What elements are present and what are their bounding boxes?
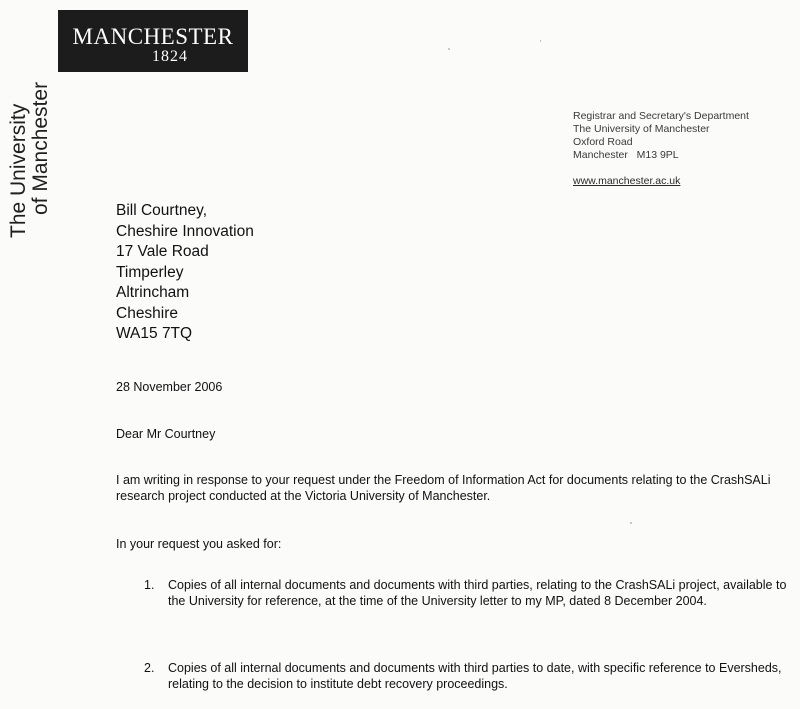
vertical-university-name xyxy=(8,38,58,238)
list-item-number: 2. xyxy=(144,661,155,675)
intro-paragraph: I am writing in response to your request under the Freedom of Information Act for documents relating to the CrashSALi research project conducted at the Victoria University of Manchester. xyxy=(116,473,771,503)
scan-speck xyxy=(630,522,632,524)
sender-line: Oxford Road xyxy=(573,136,633,148)
scan-speck xyxy=(448,48,450,50)
list-item-text: Copies of all internal documents and documents with third parties to date, with specific reference to Eversheds, relating to the decision to institute debt recovery proceedings. xyxy=(168,661,782,691)
sender-line: Registrar and Secretary's Department xyxy=(573,110,749,122)
university-logo xyxy=(58,10,248,72)
list-item xyxy=(144,661,794,692)
logo-name: MANCHESTER xyxy=(72,24,234,49)
recipient-address xyxy=(116,201,254,345)
recipient-line: Timperley xyxy=(116,263,184,281)
recipient-line: Altrincham xyxy=(116,284,190,301)
letter-date: 28 November 2006 xyxy=(116,380,223,394)
recipient-line: WA15 7TQ xyxy=(116,325,193,342)
scan-speck xyxy=(540,40,541,42)
vertical-name-line-1: The University xyxy=(7,103,30,238)
logo-year: 1824 xyxy=(152,48,188,65)
recipient-line: 17 Vale Road xyxy=(116,243,209,260)
list-item xyxy=(144,578,794,609)
list-item-number: 1. xyxy=(144,578,155,592)
request-lead-in: In your request you asked for: xyxy=(116,537,282,551)
recipient-line: Bill Courtney, xyxy=(116,202,208,219)
website-link[interactable]: www.manchester.ac.uk xyxy=(573,175,681,187)
salutation: Dear Mr Courtney xyxy=(116,427,216,441)
sender-line: The University of Manchester xyxy=(573,123,710,135)
sender-address xyxy=(573,110,749,188)
vertical-name-line-2: of Manchester xyxy=(29,81,52,215)
sender-line: Manchester M13 9PL xyxy=(573,149,679,161)
list-item-text: Copies of all internal documents and documents with third parties, relating to the CrashSALi project, available to the University for reference, at the time of the University letter to my MP, dated 8 December 2004. xyxy=(168,578,787,608)
recipient-line: Cheshire Innovation xyxy=(116,222,254,240)
recipient-line: Cheshire xyxy=(116,304,179,322)
